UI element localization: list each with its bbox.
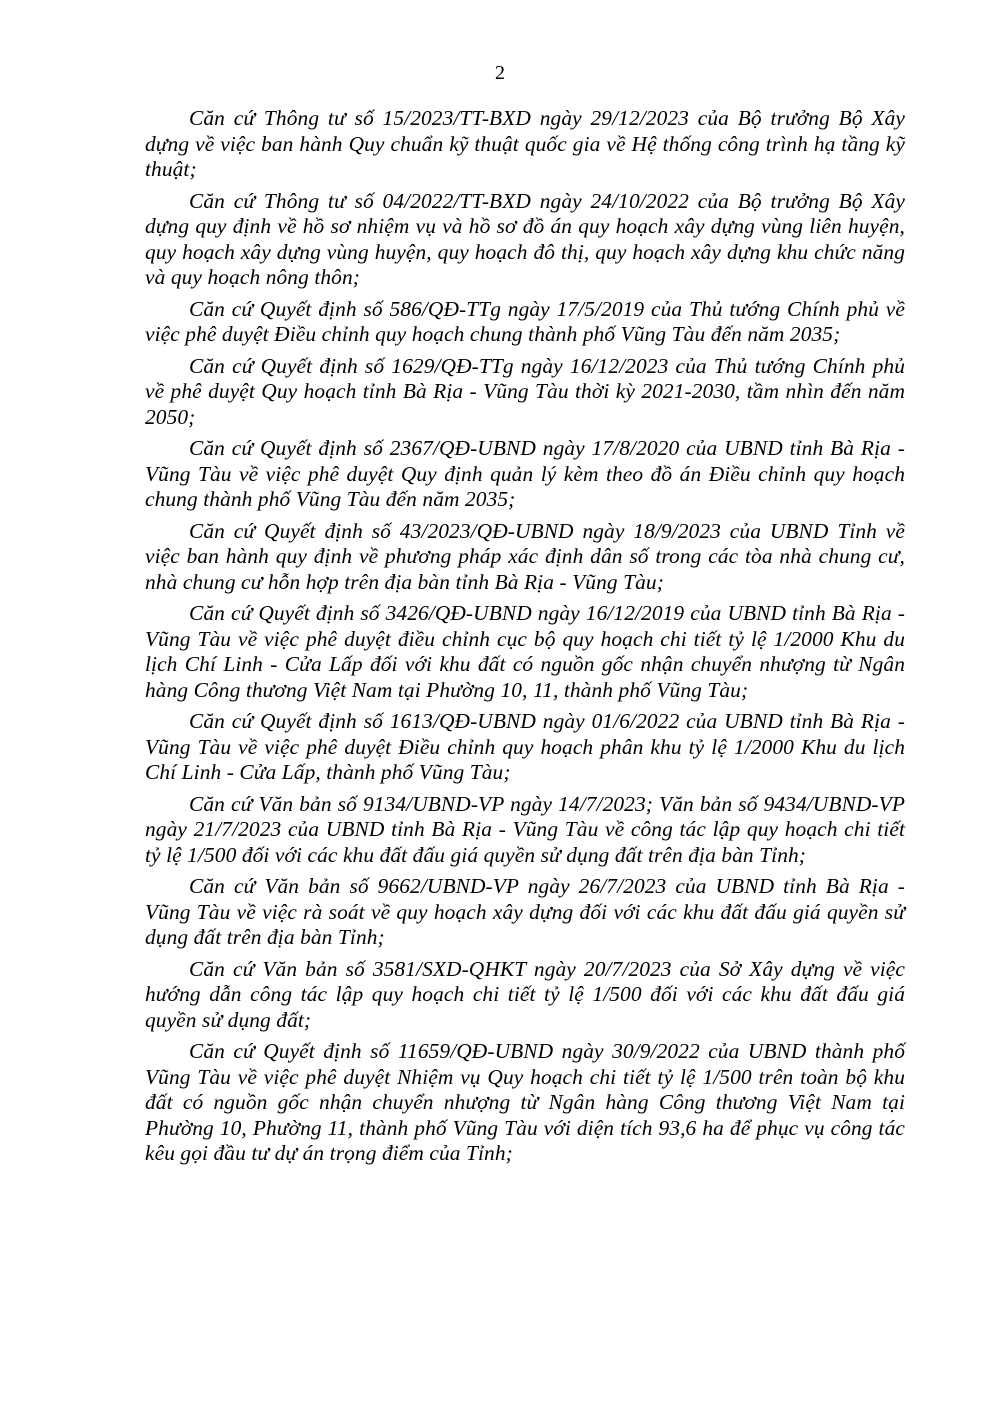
paragraph: Căn cứ Quyết định số 2367/QĐ-UBND ngày 17/8/2020 của UBND tỉnh Bà Rịa - Vũng Tàu về việc phê duyệt Quy định quản lý kèm theo đồ án Điều chỉnh quy hoạch chung thành phố Vũng Tàu đến năm 2035; (145, 436, 905, 511)
paragraph: Căn cứ Quyết định số 1613/QĐ-UBND ngày 01/6/2022 của UBND tỉnh Bà Rịa - Vũng Tàu về việc phê duyệt Điều chỉnh quy hoạch phân khu tỷ lệ 1/2000 Khu du lịch Chí Linh - Cửa Lấp, thành phố Vũng Tàu; (145, 709, 905, 784)
page-number: 2 (495, 62, 505, 84)
paragraph: Căn cứ Quyết định số 586/QĐ-TTg ngày 17/5/2019 của Thủ tướng Chính phủ về việc phê duyệt Điều chỉnh quy hoạch chung thành phố Vũng Tàu đến năm 2035; (145, 296, 905, 346)
paragraph: Căn cứ Quyết định số 11659/QĐ-UBND ngày 30/9/2022 của UBND thành phố Vũng Tàu về việc phê duyệt Nhiệm vụ Quy hoạch chi tiết tỷ lệ 1/500 trên toàn bộ khu đất có nguồn gốc nhận chuyển nhượng từ Ngân hàng Công thương Việt Nam tại Phường 10, Phường 11, thành phố Vũng Tàu với diện tích 93,6 ha để phục vụ công tác kêu gọi đầu tư dự án trọng điểm của Tỉnh; (145, 1039, 905, 1165)
paragraph: Căn cứ Quyết định số 43/2023/QĐ-UBND ngày 18/9/2023 của UBND Tỉnh về việc ban hành quy định về phương pháp xác định dân số trong các tòa nhà chung cư, nhà chung cư hỗn hợp trên địa bàn tỉnh Bà Rịa - Vũng Tàu; (145, 518, 905, 594)
paragraph: Căn cứ Văn bản số 9134/UBND-VP ngày 14/7/2023; Văn bản số 9434/UBND-VP ngày 21/7/2023 của UBND tỉnh Bà Rịa - Vũng Tàu về công tác lập quy hoạch chi tiết tỷ lệ 1/500 đối với các khu đất đấu giá quyền sử dụng đất trên địa bàn Tỉnh; (145, 791, 905, 867)
paragraph: Căn cứ Quyết định số 3426/QĐ-UBND ngày 16/12/2019 của UBND tỉnh Bà Rịa - Vũng Tàu về việc phê duyệt điều chỉnh cục bộ quy hoạch chi tiết tỷ lệ 1/2000 Khu du lịch Chí Linh - Cửa Lấp đối với khu đất có nguồn gốc nhận chuyển nhượng từ Ngân hàng Công thương Việt Nam tại Phường 10, 11, thành phố Vũng Tàu; (145, 601, 905, 702)
document-body (145, 106, 905, 1173)
paragraph: Căn cứ Quyết định số 1629/QĐ-TTg ngày 16/12/2023 của Thủ tướng Chính phủ về phê duyệt Quy hoạch tỉnh Bà Rịa - Vũng Tàu thời kỳ 2021-2030, tầm nhìn đến năm 2050; (145, 353, 905, 429)
paragraph: Căn cứ Văn bản số 9662/UBND-VP ngày 26/7/2023 của UBND tỉnh Bà Rịa - Vũng Tàu về việc rà soát về quy hoạch xây dựng đối với các khu đất đấu giá quyền sử dụng đất trên địa bàn Tỉnh; (145, 874, 905, 949)
paragraph: Căn cứ Thông tư số 04/2022/TT-BXD ngày 24/10/2022 của Bộ trưởng Bộ Xây dựng quy định về hồ sơ nhiệm vụ và hồ sơ đồ án quy hoạch xây dựng vùng liên huyện, quy hoạch xây dựng vùng huyện, quy hoạch đô thị, quy hoạch xây dựng khu chức năng và quy hoạch nông thôn; (145, 188, 905, 289)
paragraph: Căn cứ Thông tư số 15/2023/TT-BXD ngày 29/12/2023 của Bộ trưởng Bộ Xây dựng về việc ban hành Quy chuẩn kỹ thuật quốc gia về Hệ thống công trình hạ tầng kỹ thuật; (145, 106, 905, 181)
paragraph: Căn cứ Văn bản số 3581/SXD-QHKT ngày 20/7/2023 của Sở Xây dựng về việc hướng dẫn công tác lập quy hoạch chi tiết tỷ lệ 1/500 đối với các khu đất đấu giá quyền sử dụng đất; (145, 956, 905, 1032)
